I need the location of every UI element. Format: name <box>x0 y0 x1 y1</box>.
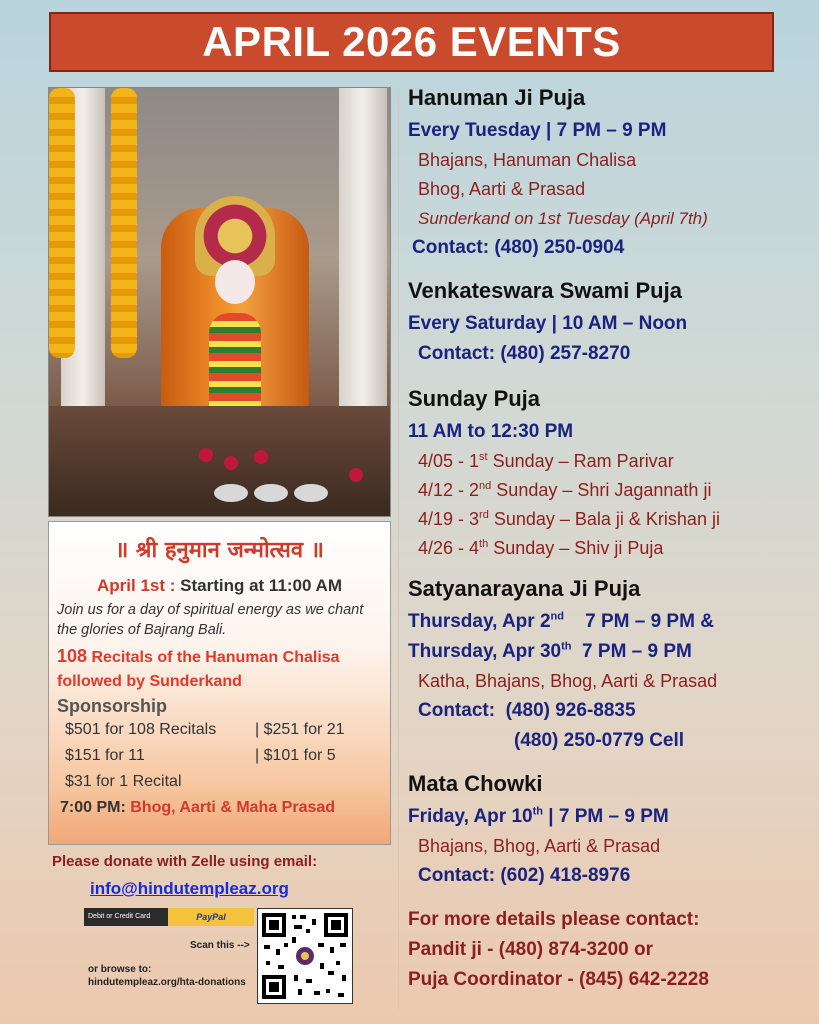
evening-text: Bhog, Aarti & Maha Prasad <box>130 799 336 816</box>
sunday-item: 4/26 - 4th Sunday – Shiv ji Puja <box>418 538 664 558</box>
more-details <box>408 905 808 995</box>
event-detail: Katha, Bhajans, Bhog, Aarti & Prasad <box>418 671 718 691</box>
sunday-item: 4/05 - 1st Sunday – Ram Parivar <box>418 451 674 471</box>
event-sunday <box>408 385 808 563</box>
sunday-item: 4/19 - 3rd Sunday – Bala ji & Krishan ji <box>418 509 720 529</box>
sponsorship-row <box>57 743 382 769</box>
event-hanuman <box>408 84 808 263</box>
donation-section <box>52 853 392 988</box>
browse-hint <box>88 963 246 989</box>
event-title: Hanuman Ji Puja <box>408 85 586 110</box>
event-contact: Contact: (480) 257-8270 <box>418 343 631 364</box>
event-venkateswara <box>408 277 808 369</box>
event-title: Satyanarayana Ji Puja <box>408 576 641 601</box>
sponsorship-option: $31 for 1 Recital <box>65 773 182 790</box>
sponsorship-option: | $251 for 21 <box>255 721 345 738</box>
evening-time: 7:00 PM: <box>60 799 126 816</box>
sunday-item: 4/12 - 2nd Sunday – Shri Jagannath ji <box>418 480 712 500</box>
recitals-text: Recitals of the Hanuman Chalisa followed by Sunderkand <box>57 649 340 690</box>
donate-email-link[interactable]: info@hindutempleaz.org <box>90 879 289 898</box>
event-schedule: Friday, Apr 10th | 7 PM – 9 PM <box>408 805 669 827</box>
event-contact-2: (480) 250-0779 Cell <box>514 730 685 751</box>
event-note: Sunderkand on 1st Tuesday (April 7th) <box>418 209 708 228</box>
event-title: Venkateswara Swami Puja <box>408 278 682 303</box>
event-detail: Bhajans, Bhog, Aarti & Prasad <box>418 836 661 856</box>
hanuman-jayanti-box <box>48 521 391 845</box>
sponsorship-option: $501 for 108 Recitals <box>65 721 217 738</box>
event-detail: Bhog, Aarti & Prasad <box>418 179 586 199</box>
jayanti-invite: Join us for a day of spiritual energy as we chant the glories of Bajrang Bali. <box>57 602 364 638</box>
hanuman-altar-photo <box>48 87 391 517</box>
paypal-button[interactable]: PayPal <box>168 908 254 926</box>
event-contact: Contact: (480) 926-8835 <box>418 700 636 721</box>
event-detail: Bhajans, Hanuman Chalisa <box>418 150 637 170</box>
jayanti-when <box>57 576 382 596</box>
jayanti-time: Starting at 11:00 AM <box>180 576 342 595</box>
sponsorship-row <box>57 717 382 743</box>
event-schedule: 11 AM to 12:30 PM <box>408 421 574 442</box>
event-contact: Contact: (602) 418-8976 <box>418 865 631 886</box>
event-schedule: Thursday, Apr 2nd 7 PM – 9 PM & <box>408 610 714 632</box>
sponsorship-label: Sponsorship <box>57 696 168 716</box>
qr-code[interactable] <box>257 908 353 1004</box>
pandit-contact: Pandit ji - (480) 874-3200 or <box>408 939 653 960</box>
sponsorship-row <box>57 769 382 795</box>
column-divider <box>398 90 399 1010</box>
more-heading: For more details please contact: <box>408 909 700 930</box>
event-title: Mata Chowki <box>408 771 543 796</box>
coordinator-contact: Puja Coordinator - (845) 642-2228 <box>408 969 709 990</box>
sponsorship-option: | $101 for 5 <box>255 747 336 764</box>
events-list <box>408 84 808 995</box>
event-schedule: Every Saturday | 10 AM – Noon <box>408 313 688 334</box>
jayanti-date: April 1st : <box>97 576 176 595</box>
event-schedule: Every Tuesday | 7 PM – 9 PM <box>408 120 667 141</box>
sponsorship-option: $151 for 11 <box>65 747 145 764</box>
event-schedule: Thursday, Apr 30th 7 PM – 9 PM <box>408 640 692 662</box>
browse-label: or browse to: <box>88 964 152 975</box>
jayanti-recitals <box>57 644 382 694</box>
debit-card-button[interactable]: Debit or Credit Card <box>84 908 168 926</box>
jayanti-heading: ॥ श्री हनुमान जन्मोत्सव ॥ <box>115 538 324 563</box>
event-title: Sunday Puja <box>408 386 541 411</box>
scan-hint: Scan this --> <box>190 940 250 951</box>
donate-heading: Please donate with Zelle using email: <box>52 853 318 870</box>
evening-program <box>57 799 382 817</box>
event-satyanarayana <box>408 575 808 756</box>
event-contact: Contact: (480) 250-0904 <box>412 237 625 258</box>
payment-options <box>84 908 254 926</box>
recitals-count: 108 <box>57 646 88 666</box>
page-title: APRIL 2026 EVENTS <box>49 12 774 72</box>
event-mata-chowki <box>408 770 808 891</box>
donation-url[interactable]: hindutempleaz.org/hta-donations <box>88 977 246 988</box>
